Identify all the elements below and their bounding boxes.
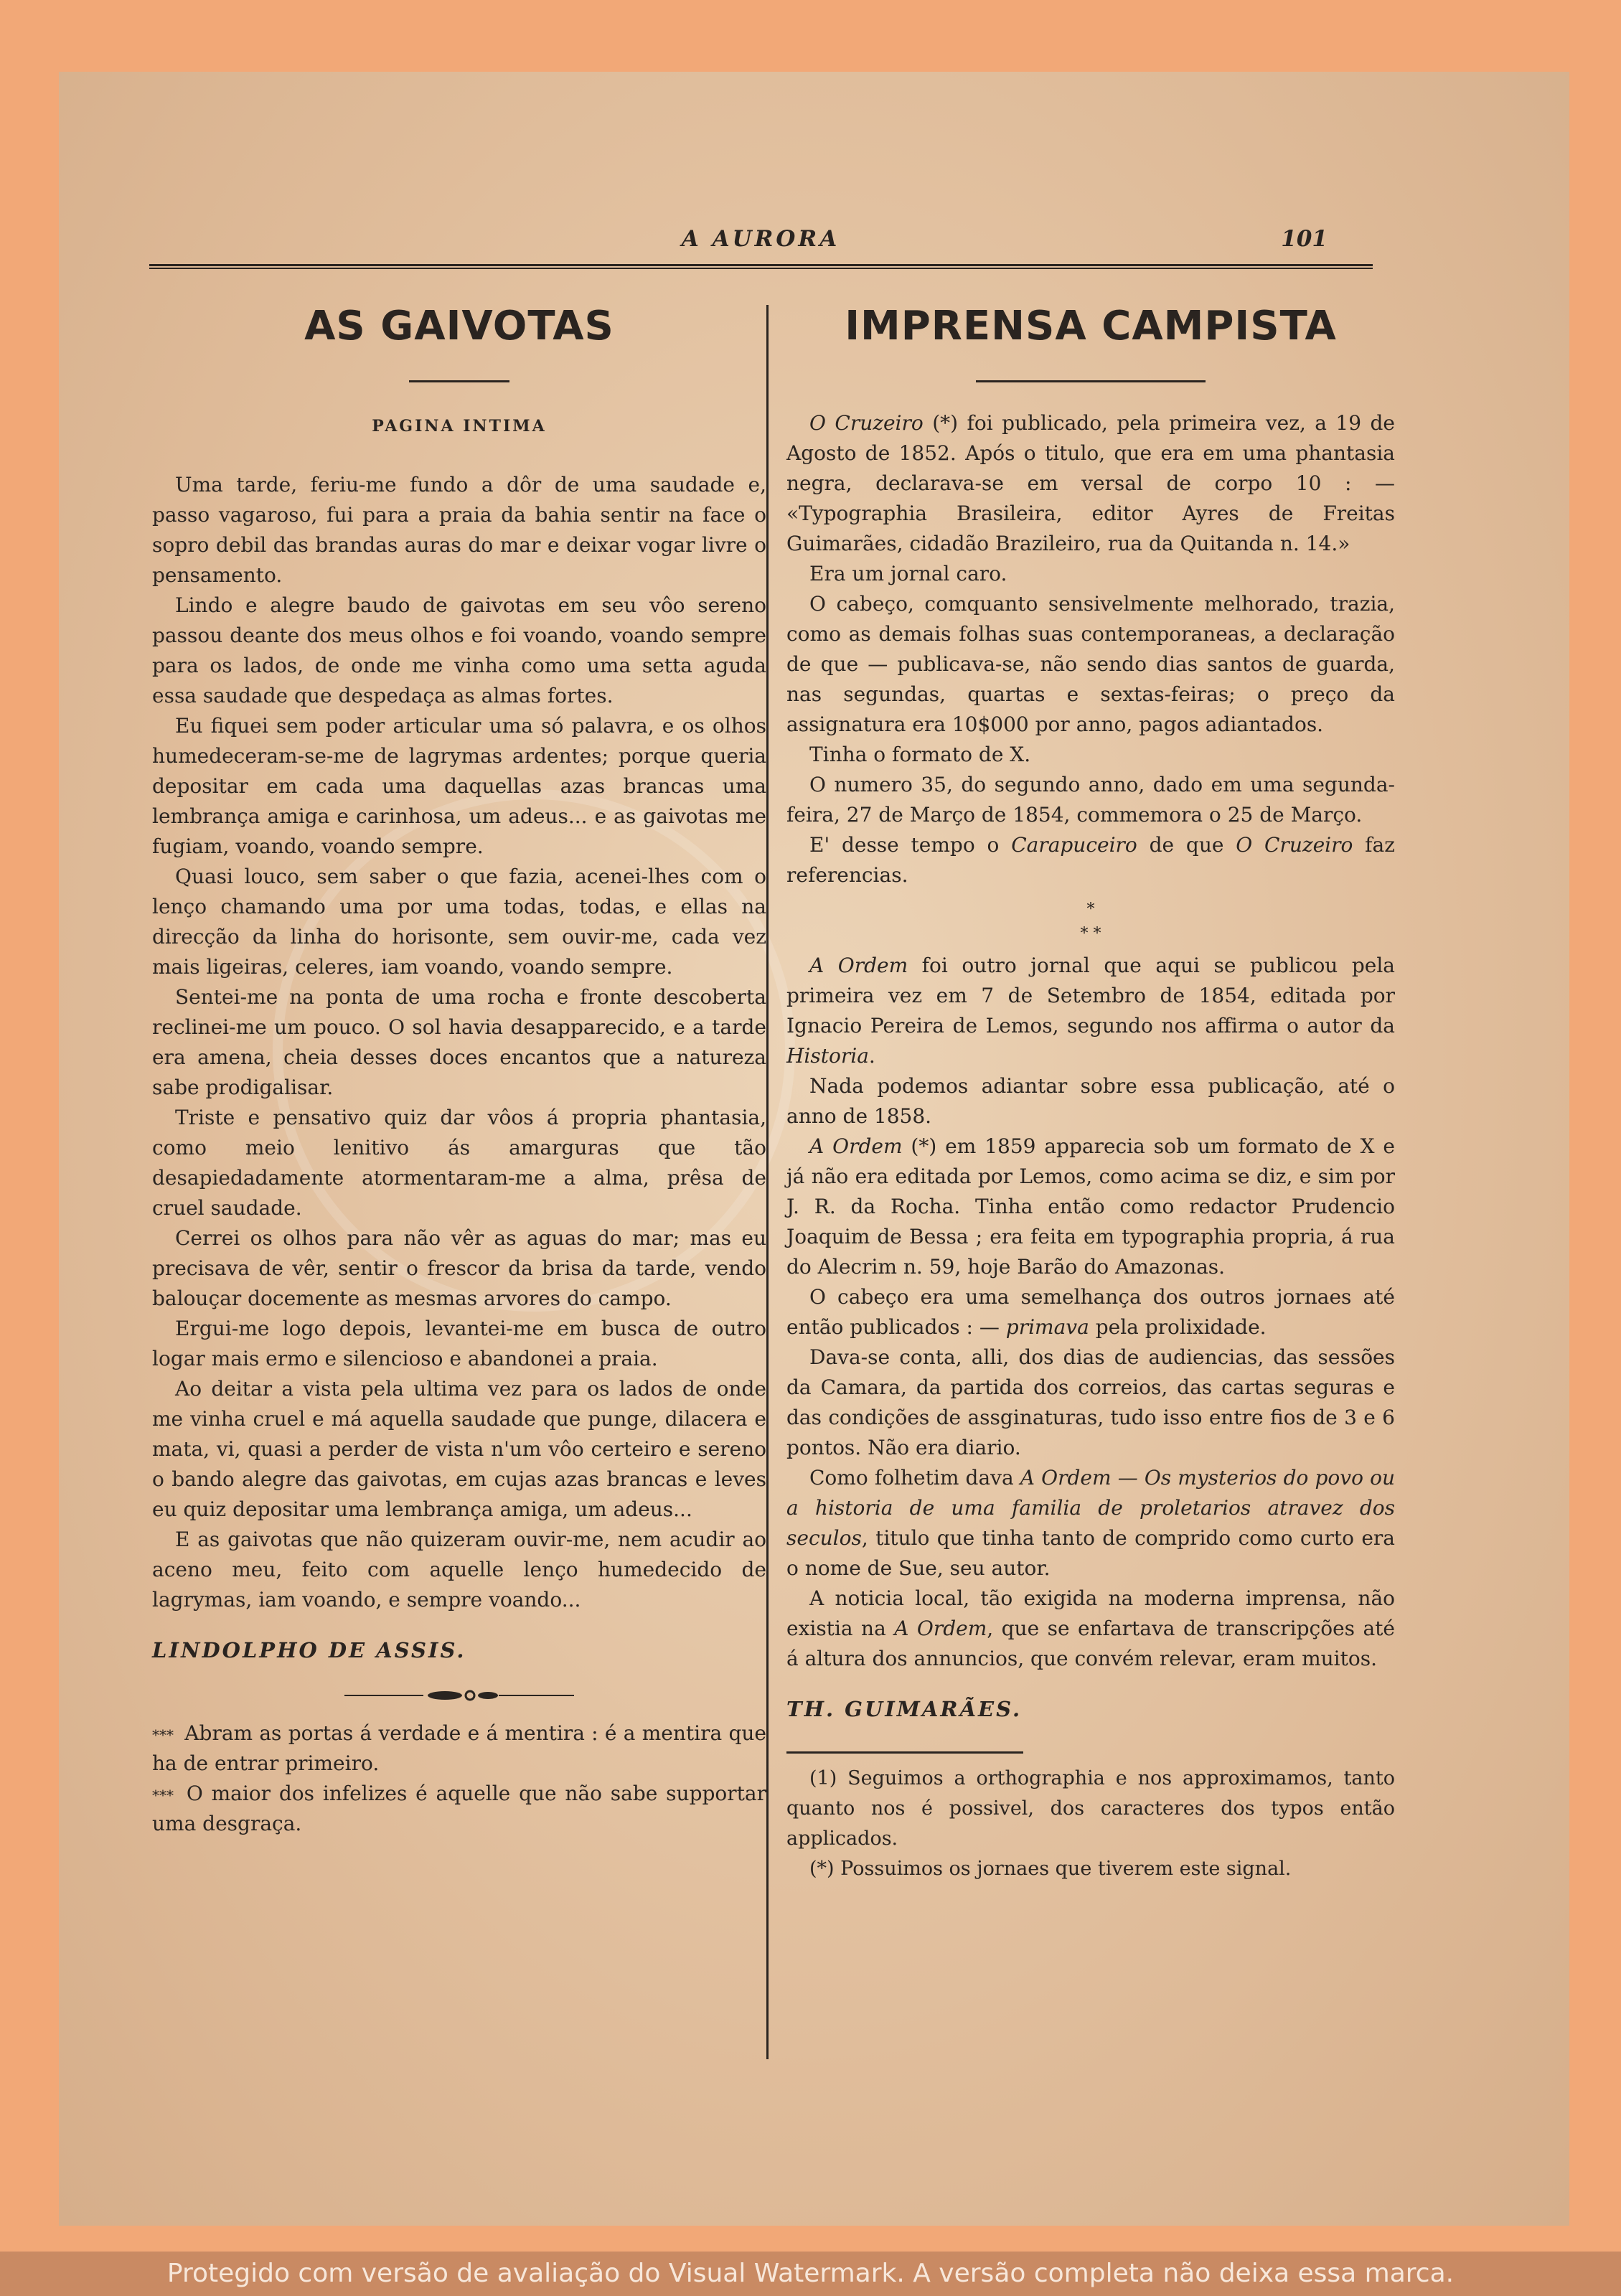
paragraph: Era um jornal caro. — [809, 562, 1007, 585]
right-column — [786, 287, 1395, 1884]
paragraph: E as gaivotas que não quizeram ouvir-me, nem acudir ao aceno meu, feito com aquelle lenço humedecido de lagrymas, iam voando, e sempre voando... — [152, 1528, 766, 1612]
column-divider — [766, 305, 769, 2059]
left-column — [152, 287, 766, 1839]
paragraph: Sentei-me na ponta de uma rocha e fronte descoberta reclinei-me um pouco. O sol havia desapparecido, e a tarde era amena, cheia desses doces encantos que a natureza sabe prodigalisar. — [152, 985, 766, 1099]
section-label: PAGINA INTIMA — [372, 417, 547, 436]
paragraph: Nada podemos adiantar sobre essa publicação, até o anno de 1858. — [786, 1074, 1395, 1128]
paragraph: Ergui-me logo depois, levantei-me em busca de outro logar mais ermo e silencioso e abandonei a praia. — [152, 1317, 766, 1370]
ornament-divider — [152, 1681, 766, 1695]
maxim: * * * O maior dos infelizes é aquelle que não sabe supportar uma desgraça. — [152, 1782, 767, 1835]
asterism-icon: * * * — [152, 1786, 172, 1804]
title-rule — [409, 380, 509, 382]
author-signature: TH. GUIMARÃES. — [786, 1697, 1023, 1721]
header-rule — [149, 264, 1373, 269]
paragraph: E' desse tempo o Carapuceiro de que O Cruzeiro faz referencias. — [786, 833, 1395, 887]
footnote: (1) Seguimos a orthographia e nos approximamos, tanto quanto nos é possivel, dos caracteres dos typos então applicados. — [786, 1767, 1395, 1850]
paragraph: O cabeço era uma semelhança dos outros jornaes até então publicados : — primava pela prolixidade. — [786, 1285, 1395, 1339]
paragraph: O Cruzeiro (*) foi publicado, pela primeira vez, a 19 de Agosto de 1852. Após o titulo, que era em uma phantasia negra, declarava-se em versal de corpo 10 : — «Typographia Brasileira, editor Ayres de Freitas Guimarães, cidadão Brazileiro, rua da Quitanda n. 14.» — [786, 411, 1395, 555]
author-signature: LINDOLPHO DE ASSIS. — [152, 1638, 466, 1662]
paragraph: Como folhetim dava A Ordem — Os mysterios do povo ou a historia de uma familia de proletarios atravez dos seculos, titulo que tinha tanto de comprido como curto era o nome de Sue, seu autor. — [786, 1466, 1395, 1580]
maxims — [152, 1718, 766, 1839]
watermark-banner: Protegido com versão de avaliação do Visual Watermark. A versão completa não deixa essa marca. — [0, 2252, 1621, 2296]
paragraph: Eu fiquei sem poder articular uma só palavra, e os olhos humedeceram-se-me de lagrymas ardentes; porque queria depositar em cada uma daquellas azas brancas uma lembrança amiga e carinhosa, um adeus... e as gaivotas me fugiam, voando, voando sempre. — [152, 714, 766, 858]
paragraph: O cabeço, comquanto sensivelmente melhorado, trazia, como as demais folhas suas contemporaneas, a declaração de que — publicava-se, não sendo dias santos de guarda, nas segundas, quartas e sextas-feiras; o preço da assignatura era 10$000 por anno, pagos adiantados. — [786, 592, 1395, 736]
asterism-icon: * * * — [152, 1726, 172, 1744]
paragraph: A noticia local, tão exigida na moderna imprensa, não existia na A Ordem, que se enfartava de transcripções até á altura dos annuncios, que convém relevar, eram muitos. — [786, 1586, 1395, 1670]
paragraph: Ao deitar a vista pela ultima vez para os lados de onde me vinha cruel e má aquella saudade que punge, dilacera e mata, vi, quasi a perder de vista n'um vôo certeiro e sereno o bando alegre das gaivotas, em cujas azas brancas e leves eu quiz depositar uma lembrança amiga, um adeus... — [152, 1377, 766, 1521]
paragraph: A Ordem foi outro jornal que aqui se publicou pela primeira vez em 7 de Setembro de 1854, editada por Ignacio Pereira de Lemos, segundo nos affirma o autor da Historia. — [786, 954, 1395, 1068]
footnote-rule — [786, 1751, 1023, 1754]
maxim: * * * Abram as portas á verdade e á mentira : é a mentira que ha de entrar primeiro. — [152, 1721, 766, 1775]
section-stars: * * * — [1080, 900, 1101, 943]
paragraph: Quasi louco, sem saber o que fazia, acenei-lhes com o lenço chamando uma por uma todas, todas, e ellas na direcção da linha do horisonte, sem ouvir-me, cada vez mais ligeiras, celeres, iam voando, voando sempre. — [152, 865, 766, 979]
running-head — [151, 226, 1371, 255]
paragraph: Cerrei os olhos para não vêr as aguas do mar; mas eu precisava de vêr, sentir o frescor da brisa da tarde, vendo balouçar docemente as mesmas arvores do campo. — [152, 1226, 766, 1310]
paragraph: Triste e pensativo quiz dar vôos á propria phantasia, como meio lenitivo ás amarguras que tão desapiedadamente atormentaram-me a alma, prêsa de cruel saudade. — [152, 1106, 766, 1220]
journal-title: A AURORA — [681, 226, 840, 252]
paragraph: Uma tarde, feriu-me fundo a dôr de uma saudade e, passo vagaroso, fui para a praia da bahia sentir na face o sopro debil das brandas auras do mar e deixar vogar livre o pensamento. — [152, 473, 766, 587]
page-number: 101 — [1281, 226, 1328, 252]
paragraph: O numero 35, do segundo anno, dado em uma segunda-feira, 27 de Março de 1854, commemora o 25 de Março. — [786, 773, 1395, 827]
footnote: (*) Possuimos os jornaes que tiverem este signal. — [809, 1858, 1292, 1880]
paragraph: Lindo e alegre baudo de gaivotas em seu vôo sereno passou deante dos meus olhos e foi voando, voando sempre para os lados, de onde me vinha como uma setta aguda essa saudade que despedaça as almas fortes. — [152, 593, 766, 707]
article-title: AS GAIVOTAS — [304, 303, 614, 349]
paragraph: A Ordem (*) em 1859 apparecia sob um formato de X e já não era editada por Lemos, como acima se diz, e sim por J. R. da Rocha. Tinha então como redactor Prudencio Joaquim de Bessa ; era feita em typographia propria, á rua do Alecrim n. 59, hoje Barão do Amazonas. — [786, 1134, 1395, 1279]
paragraph: Dava-se conta, alli, dos dias de audiencias, das sessões da Camara, da partida dos correios, das cartas seguras e das condições de assginaturas, tudo isso entre fios de 3 e 6 pontos. Não era diario. — [786, 1345, 1395, 1459]
article-title: IMPRENSA CAMPISTA — [845, 303, 1337, 349]
paragraph: Tinha o formato de X. — [809, 743, 1031, 766]
title-rule — [976, 380, 1206, 382]
footnotes — [786, 1764, 1395, 1884]
